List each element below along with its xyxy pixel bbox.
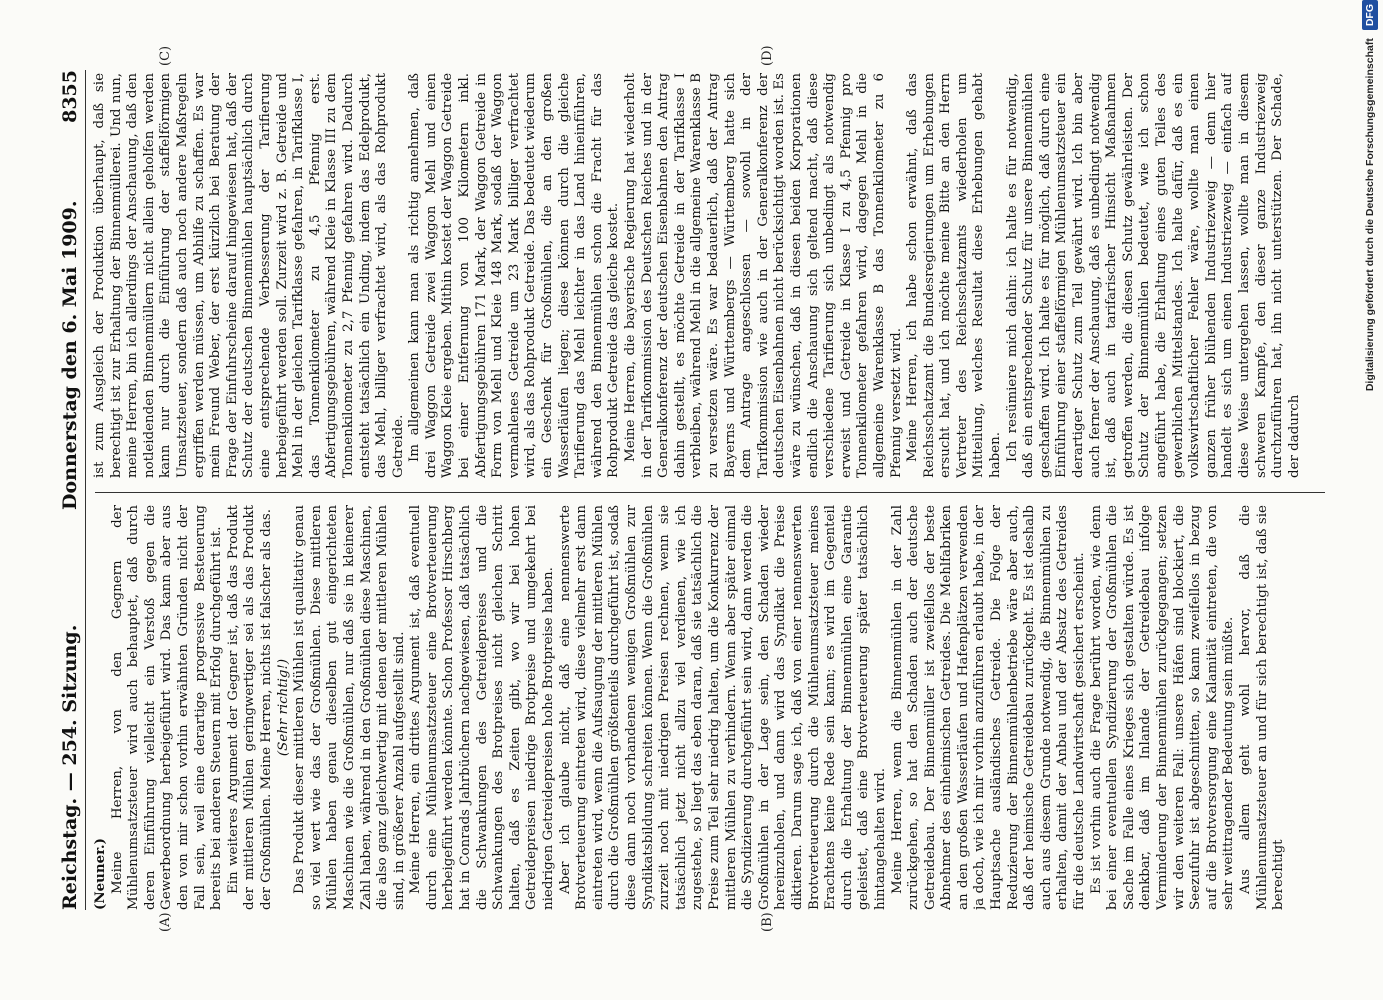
- paragraph: Meine Herren, von den Gegnern der Mühlenumsatzsteuer wird auch behauptet, daß durch deren Einführung vielleicht ein Verstoß gegen die Gewerbeordnung herbeigeführt wird. Das kann aber aus den von mir schon vorhin erwähnten Gründen nicht der Fall sein, weil eine derartige progressive Besteuerung bereits bei anderen Steuern mit Erfolg durchgeführt ist.: [109, 505, 225, 910]
- right-column: [92, 73, 1332, 478]
- header-date: Donnerstag den 6. Mai 1909.: [59, 200, 81, 510]
- paragraph: Ich resümiere mich dahin: ich halte es für notwendig, daß ein entsprechender Schutz für unsere Binnenmühlen geschaffen wird. Ich halte es für möglich, daß durch eine Einführung einer staffelförmigen Mühlenumsatzsteuer ein derartiger Schutz zum Teil gewährt wird. Ich bin aber auch ferner der Anschauung, daß es unbedingt notwendig ist, daß auch in tarifarischer Hinsicht Maßnahmen getroffen werden, die diesen Schutz gewährleisten. Der Schutz der Binnenmühlen bedeutet, wie ich schon angeführt habe, die Erhaltung eines guten Teiles des gewerblichen Mittelstandes. Ich halte dafür, daß es ein volkswirtschaftlicher Fehler wäre, wollte man einen ganzen früher blühenden Industriezweig — denn hier handelt es sich um einen Industriezweig — einfach auf diese Weise untergehen lassen, wollte man in diesem schweren Kampfe, den dieser ganze Industriezweig durchzuführen hat, ihn nicht unterstützen. Der Schade, der dadurch: [1004, 73, 1302, 478]
- page-header: [55, 70, 86, 910]
- paragraph: Es ist vorhin auch die Frage berührt worden, wie denn bei einer eventuellen Syndizierung der Großmühlen die Sache im Falle eines Krieges sich gestalten würde. Es ist denkbar, daß im Inlande der Getreidebau infolge Verminderung der Binnenmühlen zurückgegangen; setzen wir den weiteren Fall: unsere Häfen sind blockiert, die Seezufuhr ist abgeschnitten, so kann zweifellos in bezug auf die Brotversorgung eine Kalamität eintreten, die von sehr weittragender Bedeutung sein müßte.: [1088, 505, 1237, 910]
- page-number: 8355: [59, 70, 81, 123]
- paragraph: Meine Herren, wenn die Binnenmühlen in der Zahl zurückgehen, so hat den Schaden auch der deutsche Getreidebau. Der Binnenmüller ist zweifellos der beste Abnehmer des einheimischen Getreides. Die Mehlfabriken an den großen Wasserläufen und Hafenplätzen verwenden ja doch, wie ich mir vorhin anzuführen erlaubt habe, in der Hauptsache ausländisches Getreide. Die Folge der Reduzierung der Binnenmühlenbetriebe wäre aber auch, daß der heimische Getreidebau zurückgeht. Es ist deshalb auch aus diesem Grunde notwendig, die Binnenmühlen zu erhalten, damit der Anbau und der Absatz des Getreides für die deutsche Landwirtschaft gesichert erscheint.: [889, 505, 1088, 910]
- paragraph: Aus allem geht wohl hervor, daß die Mühlenumsatzsteuer an und für sich berechtigt ist, daß sie berechtigt: [1237, 505, 1287, 910]
- margin-marker-c: (C): [158, 45, 173, 66]
- left-column: [92, 505, 1332, 910]
- paragraph: Meine Herren, ich habe schon erwähnt, daß das Reichsschatzamt die Bundesregierungen um Erhebungen ersucht hat, und ich möchte meine Bitte an den Herrn Vertreter des Reichsschatzamts wiederholen um Mitteilung, welches Resultat diese Erhebungen gehabt haben.: [905, 73, 1004, 478]
- paragraph: ist zum Ausgleich der Produktion überhaupt, daß sie berechtigt ist zur Erhaltung der Binnenmüllerei. Und nun, meine Herren, bin ich allerdings der Anschauung, daß den notleidenden Binnenmüllern nicht allein geholfen werden kann nur durch die Einführung der staffelförmigen Umsatzsteuer, sondern daß auch noch andere Maßregeln ergriffen werden müssen, um Abhilfe zu schaffen. Es war mein Freund Weber, der erst kürzlich bei Beratung der Frage der Einfuhrscheine darauf hingewiesen hat, daß der Schutz der deutschen Binnenmühlen hauptsächlich durch eine entsprechende Verbesserung der Tarifierung herbeigeführt werden soll. Zurzeit wird z. B. Getreide und Mehl in der gleichen Tarifklasse gefahren, in Tarifklasse I, das Tonnenkilometer zu 4,5 Pfennig erst. Abfertigungsgebühren, während Kleie in Klasse III zu dem Tonnenkilometer zu 2,7 Pfennig gefahren wird. Dadurch entsteht tatsächlich ein Unding, indem das Edelprodukt, das Mehl, billiger verfrachtet wird, als das Rohprodukt Getreide.: [92, 73, 406, 478]
- credit-text: Digitalisierung gefördert durch die Deutsche Forschungsgemeinschaft: [1364, 38, 1376, 392]
- margin-marker-a: (A): [158, 912, 173, 932]
- margin-marker-d: (D): [760, 45, 775, 66]
- interjection: (Sehr richtig!): [275, 658, 291, 757]
- paragraph: Aber ich glaube nicht, daß eine nennenswerte Brotverteuerung eintreten wird, diese vielmehr erst dann eintreten wird, wenn die Aufsaugung der mittleren Mühlen durch die Großmühlen größtenteils durchgeführt ist, sodaß diese dann noch vorhandenen wenigen Großmühlen zur Syndikatsbildung schreiten können. Wenn die Großmühlen zurzeit noch mit niedrigen Preisen rechnen, wenn sie tatsächlich jetzt nicht allzu viel verdienen, wie ich zugestehe, so liegt das eben daran, daß sie tatsächlich die Preise zum Teil sehr niedrig halten, um die Konkurrenz der mittleren Mühlen zu verhindern. Wenn aber später einmal die Syndizierung durchgeführt sein wird, dann werden die Großmühlen in der Lage sein, den Schaden wieder hereinzuholen, und dann wird das Syndikat die Preise diktieren. Darum sage ich, daß von einer nennenswerten Brotverteuerung durch die Mühlenumsatzsteuer meines Erachtens keine Rede sein kann; es wird im Gegenteil durch die Erhaltung der Binnenmühlen eine Garantie geleistet, daß eine Brotverteuerung später tatsächlich hintangehalten wird.: [557, 505, 888, 910]
- column-divider: [95, 492, 1325, 493]
- speaker-name: (Neuner.): [92, 838, 108, 910]
- paragraph: Meine Herren, die bayerische Regierung hat wiederholt in der Tarifkommission des Deutschen Reiches und in der Generalkonferenz der deutschen Eisenbahnen den Antrag dahin gestellt, es möchte Getreide in der Tarifklasse I verbleiben, während Mehl in die allgemeine Warenklasse B zu versetzen wäre. Es war bedauerlich, daß der Antrag Bayerns und Württembergs — Württemberg hatte sich dem Antrage angeschlossen — sowohl in der Tarifkommission wie auch in der Generalkonferenz der deutschen Eisenbahnen nicht berücksichtigt worden ist. Es wäre zu wünschen, daß in diesen beiden Korporationen endlich die Anschauung sich geltend macht, daß diese verschiedene Tarifierung sich unbedingt als notwendig erweist und Getreide in Klasse I zu 4,5 Pfennig pro Tonnenkilometer gefahren wird, dagegen Mehl in die allgemeine Warenklasse B das Tonnenkilometer zu 6 Pfennig versetzt wird.: [623, 73, 904, 478]
- paragraph: Ein weiteres Argument der Gegner ist, daß das Produkt der mittleren Mühlen geringwertiger sei als das Produkt der Großmühlen. Meine Herren, nichts ist falscher als das.: [225, 505, 274, 910]
- margin-marker-b: (B): [760, 912, 775, 932]
- header-session: Reichstag. — 254. Sitzung.: [59, 624, 81, 910]
- paragraph: Im allgemeinen kann man als richtig annehmen, daß drei Waggon Getreide zwei Waggon Mehl und einen Waggon Kleie ergeben. Mithin kostet der Waggon Getreide bei einer Entfernung von 100 Kilometern inkl. Abfertigungsgebühren 171 Mark, der Waggon Getreide in Form von Mehl und Kleie 148 Mark, sodaß der Waggon vermahlenes Getreide um 23 Mark billiger verfrachtet wird, als das Rohprodukt Getreide. Das bedeutet wiederum ein Geschenk für Großmühlen, die an den großen Wasserläufen liegen; diese können durch die gleiche Tarifierung das Mehl leichter in das Land hineinführen, während den Binnenmühlen schon die Fracht für das Rohprodukt Getreide das gleiche kostet.: [407, 73, 622, 478]
- paragraph: Das Produkt dieser mittleren Mühlen ist qualitativ genau so viel wert wie das der Großmühlen. Diese mittleren Mühlen haben genau dieselben gut eingerichteten Maschinen wie die Großmühlen, nur daß sie in kleinerer Zahl haben, während in den Großmühlen diese Maschinen, die also ganz gleichwertig mit denen der mittleren Mühlen sind, in größerer Anzahl aufgestellt sind.: [292, 505, 407, 910]
- digitization-credit: [1358, 0, 1383, 1000]
- dfg-logo: DFG: [1362, 0, 1378, 30]
- paragraph: Meine Herren, ein drittes Argument ist, daß eventuell durch eine Mühlenumsatzsteuer eine Brotverteuerung herbeigeführt werden könnte. Schon Professor Hirschberg hat in Conrads Jahrbüchern nachgewiesen, daß tatsächlich die Schwankungen des Getreidepreises und die Schwankungen des Brotpreises nicht gleichen Schritt halten, daß es Zeiten gibt, wo wir bei hohen Getreidepreisen niedrige Brotpreise und umgekehrt bei niedrigen Getreidepreisen hohe Brotpreise haben.: [408, 505, 557, 910]
